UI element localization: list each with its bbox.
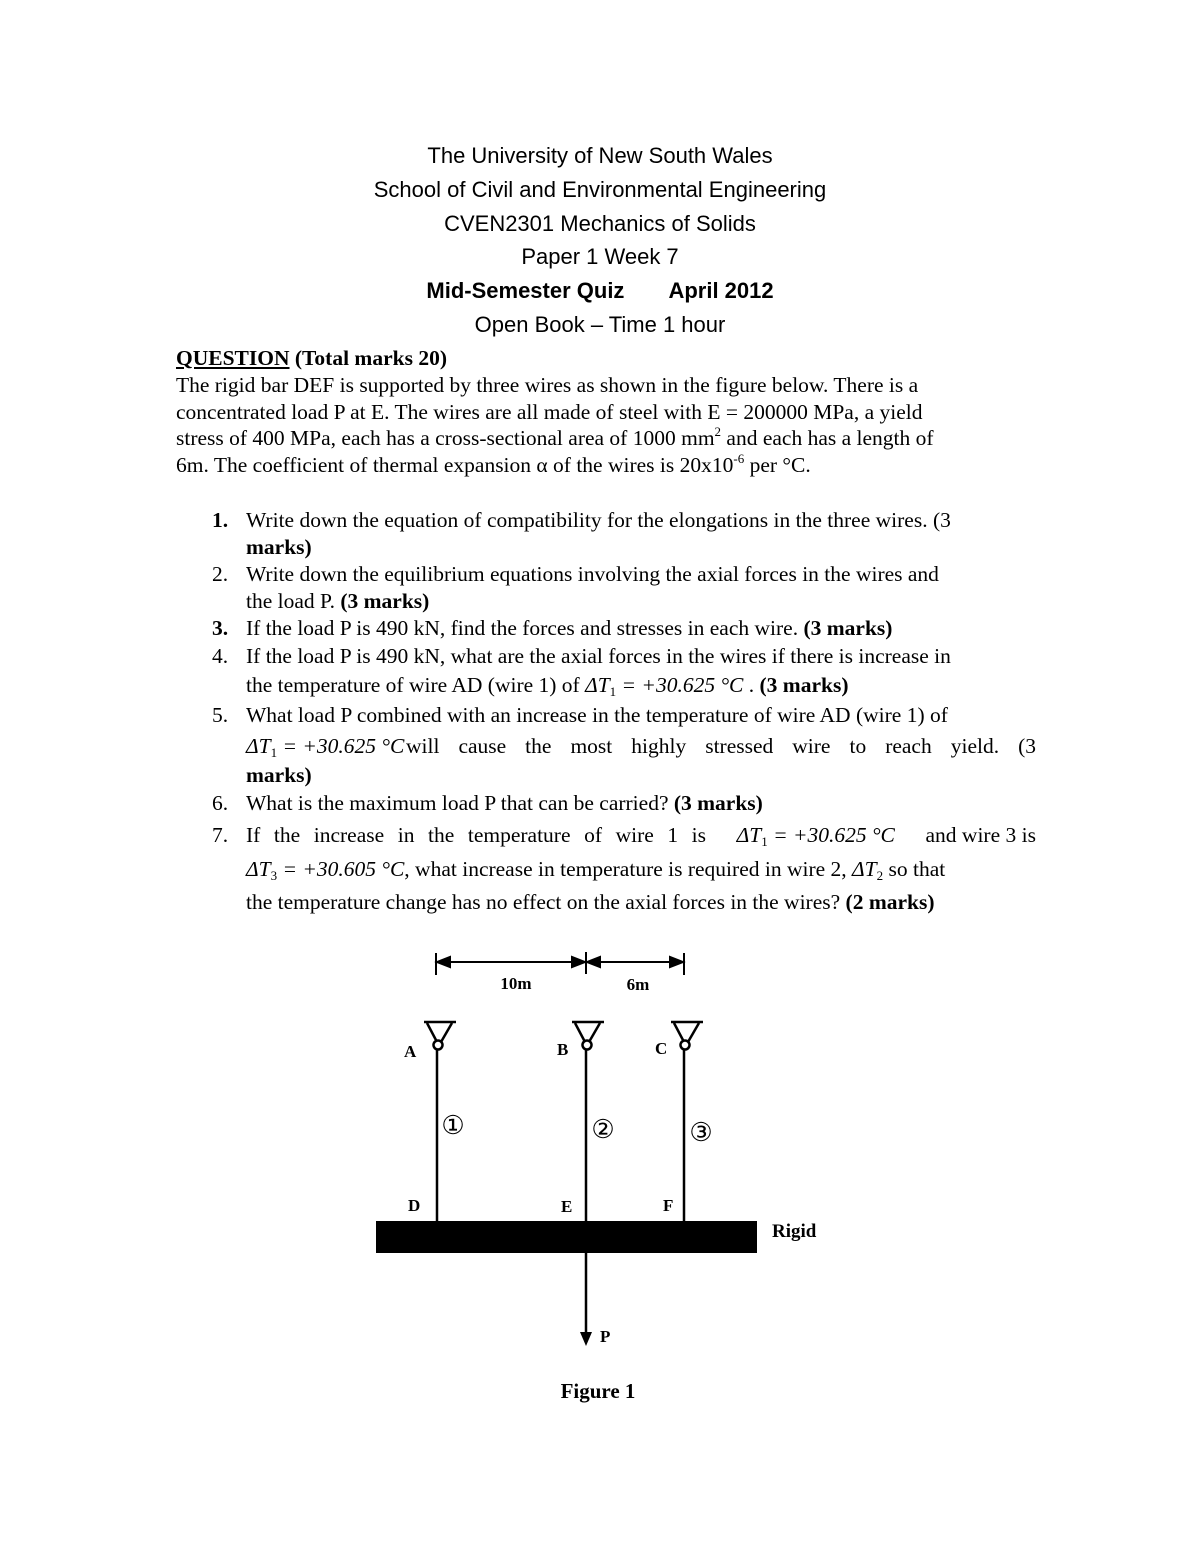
item-number: 2.	[212, 562, 229, 586]
quiz-date: April 2012	[668, 278, 774, 304]
item-text-part: , what increase in temperature is required in wire 2,	[404, 857, 847, 881]
item-marks: marks)	[246, 535, 312, 559]
item-text-part: If the load P is 490 kN, find the forces and stresses in each wire.	[246, 616, 804, 640]
support-label-C: C	[655, 1039, 668, 1058]
item-marks: (3 marks)	[803, 616, 893, 640]
item-marks: (3 marks)	[340, 589, 430, 613]
item-text-part: What is the maximum load P that can be carried?	[246, 791, 674, 815]
item-text: If the load P is 490 kN, what are the axial forces in the wires if there is increase in	[246, 644, 951, 668]
intro-text: per °C.	[744, 453, 811, 478]
item-text-part: and wire 3 is	[925, 823, 1036, 847]
item-text: Write down the equilibrium equations involving the axial forces in the wires and	[246, 562, 939, 586]
delta-t-symbol: ΔT	[736, 823, 762, 847]
delta-t-symbol: ΔT	[585, 673, 610, 697]
subscript: 3	[270, 868, 278, 883]
item-text: Write down the equation of compatibility for the elongations in the three wires. (3	[246, 508, 951, 532]
wire-number-1: ①	[441, 1111, 465, 1140]
dimension-label-10m: 10m	[500, 974, 532, 993]
temperature-equation: = +30.625 °C	[621, 673, 744, 697]
item-text-part: the temperature change has no effect on the axial forces in the wires?	[246, 890, 846, 914]
item-text-part: .	[743, 673, 760, 697]
intro-text: stress of 400 MPa, each has a cross-sectional area of 1000 mm	[176, 426, 715, 451]
support-A-icon	[424, 1022, 456, 1050]
temperature-equation: = +30.605 °C	[282, 857, 405, 881]
temperature-equation: = +30.625 °C	[282, 734, 405, 758]
quiz-name: Mid-Semester Quiz	[426, 278, 625, 304]
intro-text: and each has a length of	[721, 426, 934, 451]
support-B-icon	[572, 1022, 604, 1050]
dimension-label-6m: 6m	[626, 975, 650, 994]
item-number: 6.	[212, 791, 229, 815]
item-text-part: will cause the most highly stressed wire to reach yield. (3	[406, 734, 1036, 758]
support-C-icon	[671, 1022, 703, 1050]
item-text: What load P combined with an increase in the temperature of wire AD (wire 1) of	[246, 703, 948, 727]
wire-number-3: ③	[689, 1118, 713, 1147]
subscript: 1	[609, 684, 617, 699]
item-text-part: the load P.	[246, 589, 341, 613]
university-name: The University of New South Wales	[427, 143, 773, 168]
item-number: 1.	[212, 508, 229, 532]
load-label-P: P	[600, 1327, 611, 1346]
school-name: School of Civil and Environmental Engineering	[373, 176, 827, 202]
item-marks: (3 marks)	[759, 673, 849, 697]
intro-text: 6m. The coefficient of thermal expansion α of the wires is 20x10	[176, 453, 734, 478]
rigid-label: Rigid	[772, 1221, 817, 1242]
item-number: 4.	[212, 644, 229, 668]
question-total-marks: (Total marks 20)	[294, 346, 447, 370]
question-label: QUESTION	[176, 346, 290, 370]
item-text-part: If the increase in the temperature of wire 1 is	[246, 823, 706, 847]
wire-number-2: ②	[591, 1115, 615, 1144]
intro-line: concentrated load P at E. The wires are all made of steel with E = 200000 MPa, a yield	[176, 399, 923, 424]
support-label-A: A	[404, 1042, 417, 1061]
paper-week: Paper 1 Week 7	[521, 244, 679, 270]
subscript: 1	[270, 745, 278, 760]
item-number: 7.	[212, 823, 229, 847]
superscript: -6	[733, 451, 745, 467]
subscript: 2	[876, 868, 884, 883]
subscript: 1	[761, 834, 768, 849]
exam-conditions: Open Book – Time 1 hour	[474, 311, 726, 337]
figure-caption: Figure 1	[560, 1379, 636, 1403]
course-title: CVEN2301 Mechanics of Solids	[444, 210, 756, 236]
load-arrow-icon	[580, 1332, 592, 1346]
item-text-part: so that	[888, 857, 946, 881]
bar-point-E: E	[561, 1197, 573, 1216]
item-marks: (2 marks)	[845, 890, 935, 914]
delta-t-symbol: ΔT	[246, 734, 271, 758]
bar-point-F: F	[663, 1196, 674, 1215]
bar-point-D: D	[408, 1196, 421, 1215]
item-marks: (3 marks)	[673, 791, 763, 815]
item-number: 3.	[212, 616, 229, 640]
rigid-bar	[376, 1221, 757, 1253]
item-text-part: the temperature of wire AD (wire 1) of	[246, 673, 586, 697]
wires	[437, 1050, 684, 1221]
dimension-line	[436, 952, 684, 975]
delta-t-symbol: ΔT	[852, 857, 877, 881]
delta-t-symbol: ΔT	[246, 857, 271, 881]
temperature-equation: = +30.625 °C	[773, 823, 895, 847]
item-number: 5.	[212, 703, 229, 727]
superscript: 2	[714, 424, 722, 440]
item-marks: marks)	[246, 763, 312, 787]
support-label-B: B	[557, 1040, 569, 1059]
intro-line: The rigid bar DEF is supported by three wires as shown in the figure below. There is a	[176, 373, 919, 397]
